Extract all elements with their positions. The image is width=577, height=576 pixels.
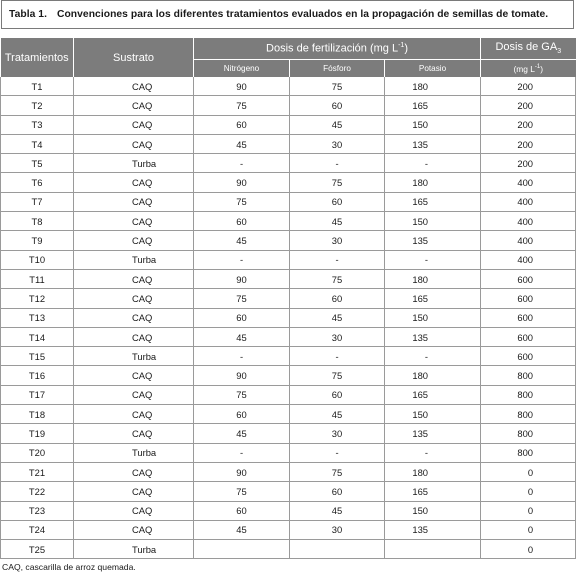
cell-nitrogeno: 45	[194, 520, 290, 539]
cell-potasio: -	[385, 250, 481, 269]
cell-nitrogeno: 75	[194, 385, 290, 404]
cell-sustrato: CAQ	[74, 424, 194, 443]
cell-nitrogeno: 45	[194, 424, 290, 443]
cell-tratamiento: T20	[1, 443, 74, 462]
table-row	[1, 482, 576, 501]
table-row	[1, 462, 576, 481]
cell-tratamiento: T4	[1, 134, 74, 153]
table-row	[1, 327, 576, 346]
cell-potasio: 150	[385, 115, 481, 134]
table-row	[1, 115, 576, 134]
table-caption-box	[1, 0, 574, 29]
header-fosforo: Fósforo	[290, 60, 385, 78]
cell-potasio: 165	[385, 192, 481, 211]
treatments-table	[0, 38, 576, 559]
cell-sustrato: Turba	[74, 443, 194, 462]
cell-dosis-ga: 800	[481, 405, 576, 424]
cell-sustrato: CAQ	[74, 269, 194, 288]
cell-dosis-ga: 200	[481, 77, 576, 96]
table-row	[1, 96, 576, 115]
cell-tratamiento: T1	[1, 77, 74, 96]
table-row	[1, 443, 576, 462]
cell-tratamiento: T12	[1, 289, 74, 308]
cell-dosis-ga: 400	[481, 212, 576, 231]
cell-dosis-ga: 200	[481, 96, 576, 115]
header-sustrato: Sustrato	[74, 38, 194, 77]
cell-tratamiento: T6	[1, 173, 74, 192]
table-number: Tabla 1.	[9, 9, 47, 20]
cell-potasio: 180	[385, 173, 481, 192]
cell-nitrogeno: -	[194, 154, 290, 173]
cell-dosis-ga: 400	[481, 173, 576, 192]
cell-potasio: 135	[385, 424, 481, 443]
cell-nitrogeno: -	[194, 250, 290, 269]
cell-fosforo: 75	[290, 77, 385, 96]
cell-dosis-ga: 400	[481, 231, 576, 250]
header-dosis-ga-sub: 3	[557, 48, 562, 56]
table-header	[1, 38, 576, 77]
header-dosis-fert-text: Dosis de fertilización (mg L	[266, 42, 399, 55]
header-ga-units-text: (mg L	[513, 63, 535, 74]
cell-potasio: 150	[385, 405, 481, 424]
table-row	[1, 77, 576, 96]
cell-nitrogeno: 60	[194, 405, 290, 424]
cell-fosforo: 30	[290, 134, 385, 153]
cell-sustrato: Turba	[74, 154, 194, 173]
cell-fosforo: 45	[290, 308, 385, 327]
cell-tratamiento: T21	[1, 462, 74, 481]
table-row	[1, 308, 576, 327]
cell-sustrato: Turba	[74, 250, 194, 269]
cell-nitrogeno: 60	[194, 115, 290, 134]
cell-potasio: 165	[385, 96, 481, 115]
cell-fosforo: 30	[290, 231, 385, 250]
cell-dosis-ga: 200	[481, 115, 576, 134]
cell-potasio: 180	[385, 77, 481, 96]
cell-tratamiento: T9	[1, 231, 74, 250]
cell-tratamiento: T10	[1, 250, 74, 269]
cell-dosis-ga: 0	[481, 462, 576, 481]
cell-dosis-ga: 200	[481, 154, 576, 173]
table-body	[1, 77, 576, 559]
cell-potasio: 150	[385, 308, 481, 327]
cell-potasio: 150	[385, 501, 481, 520]
cell-potasio: 180	[385, 366, 481, 385]
cell-potasio: 180	[385, 462, 481, 481]
cell-tratamiento: T15	[1, 347, 74, 366]
table-row	[1, 405, 576, 424]
cell-dosis-ga: 0	[481, 540, 576, 559]
cell-dosis-ga: 400	[481, 250, 576, 269]
cell-potasio: -	[385, 347, 481, 366]
cell-fosforo: 45	[290, 501, 385, 520]
cell-nitrogeno: 60	[194, 501, 290, 520]
cell-nitrogeno: 75	[194, 482, 290, 501]
cell-sustrato: CAQ	[74, 289, 194, 308]
cell-dosis-ga: 800	[481, 424, 576, 443]
cell-fosforo: 60	[290, 96, 385, 115]
cell-fosforo: 45	[290, 405, 385, 424]
table-row	[1, 385, 576, 404]
cell-potasio: 135	[385, 520, 481, 539]
cell-fosforo: 60	[290, 385, 385, 404]
table-caption	[9, 9, 548, 20]
table-row	[1, 269, 576, 288]
cell-potasio: 135	[385, 231, 481, 250]
cell-fosforo: 75	[290, 269, 385, 288]
cell-sustrato: CAQ	[74, 482, 194, 501]
cell-sustrato: CAQ	[74, 462, 194, 481]
cell-sustrato: CAQ	[74, 366, 194, 385]
cell-fosforo: 45	[290, 115, 385, 134]
cell-sustrato: CAQ	[74, 115, 194, 134]
table-row	[1, 501, 576, 520]
cell-tratamiento: T3	[1, 115, 74, 134]
cell-tratamiento: T18	[1, 405, 74, 424]
cell-potasio: -	[385, 443, 481, 462]
table-row	[1, 289, 576, 308]
cell-nitrogeno: 60	[194, 212, 290, 231]
cell-sustrato: CAQ	[74, 96, 194, 115]
table-row	[1, 424, 576, 443]
cell-sustrato: CAQ	[74, 134, 194, 153]
cell-fosforo: 60	[290, 289, 385, 308]
cell-fosforo: 30	[290, 327, 385, 346]
cell-tratamiento: T5	[1, 154, 74, 173]
table-row	[1, 250, 576, 269]
cell-nitrogeno: 45	[194, 231, 290, 250]
cell-sustrato: CAQ	[74, 212, 194, 231]
cell-dosis-ga: 0	[481, 482, 576, 501]
header-dosis-ga	[481, 38, 576, 60]
cell-sustrato: CAQ	[74, 231, 194, 250]
cell-dosis-ga: 600	[481, 327, 576, 346]
cell-dosis-ga: 600	[481, 308, 576, 327]
cell-tratamiento: T7	[1, 192, 74, 211]
cell-fosforo: 30	[290, 520, 385, 539]
header-ga-units	[481, 60, 576, 78]
cell-nitrogeno	[194, 540, 290, 559]
cell-dosis-ga: 600	[481, 289, 576, 308]
cell-tratamiento: T22	[1, 482, 74, 501]
header-potasio: Potasio	[385, 60, 481, 78]
cell-fosforo: 60	[290, 482, 385, 501]
cell-dosis-ga: 600	[481, 269, 576, 288]
cell-nitrogeno: 45	[194, 134, 290, 153]
cell-nitrogeno: 90	[194, 269, 290, 288]
cell-potasio	[385, 540, 481, 559]
cell-tratamiento: T11	[1, 269, 74, 288]
cell-fosforo: 75	[290, 173, 385, 192]
table-row	[1, 540, 576, 559]
table-row	[1, 366, 576, 385]
cell-sustrato: CAQ	[74, 327, 194, 346]
cell-nitrogeno: 90	[194, 366, 290, 385]
table-row	[1, 173, 576, 192]
cell-dosis-ga: 800	[481, 443, 576, 462]
cell-tratamiento: T13	[1, 308, 74, 327]
cell-sustrato: CAQ	[74, 173, 194, 192]
cell-sustrato: CAQ	[74, 385, 194, 404]
cell-sustrato: Turba	[74, 347, 194, 366]
table-title: Convenciones para los diferentes tratamientos evaluados en la propagación de semillas de tomate.	[56, 9, 549, 20]
cell-fosforo: 60	[290, 192, 385, 211]
table-row	[1, 520, 576, 539]
cell-fosforo: -	[290, 443, 385, 462]
cell-dosis-ga: 800	[481, 366, 576, 385]
cell-fosforo: 75	[290, 366, 385, 385]
header-ga-units-close: )	[540, 63, 544, 74]
cell-dosis-ga: 0	[481, 520, 576, 539]
cell-potasio: 165	[385, 289, 481, 308]
cell-tratamiento: T8	[1, 212, 74, 231]
cell-fosforo: 75	[290, 462, 385, 481]
cell-sustrato: CAQ	[74, 192, 194, 211]
cell-fosforo: -	[290, 250, 385, 269]
cell-nitrogeno: 75	[194, 289, 290, 308]
table-footnote: CAQ, cascarilla de arroz quemada.	[2, 562, 136, 572]
cell-dosis-ga: 200	[481, 134, 576, 153]
cell-fosforo: -	[290, 347, 385, 366]
cell-nitrogeno: -	[194, 443, 290, 462]
cell-potasio: -	[385, 154, 481, 173]
cell-potasio: 135	[385, 134, 481, 153]
table-row	[1, 154, 576, 173]
cell-sustrato: CAQ	[74, 308, 194, 327]
table-row	[1, 192, 576, 211]
cell-nitrogeno: -	[194, 347, 290, 366]
cell-fosforo	[290, 540, 385, 559]
header-dosis-fert-close: )	[404, 42, 408, 55]
cell-nitrogeno: 90	[194, 77, 290, 96]
cell-tratamiento: T14	[1, 327, 74, 346]
table-row	[1, 212, 576, 231]
cell-sustrato: CAQ	[74, 405, 194, 424]
cell-dosis-ga: 400	[481, 192, 576, 211]
header-dosis-ga-text: Dosis de GA	[495, 41, 558, 54]
cell-fosforo: 45	[290, 212, 385, 231]
table-row	[1, 134, 576, 153]
header-nitrogeno: Nitrógeno	[194, 60, 290, 78]
cell-nitrogeno: 90	[194, 462, 290, 481]
header-dosis-fert-sup: -1	[398, 42, 405, 50]
cell-nitrogeno: 45	[194, 327, 290, 346]
cell-dosis-ga: 0	[481, 501, 576, 520]
cell-sustrato: CAQ	[74, 520, 194, 539]
cell-tratamiento: T23	[1, 501, 74, 520]
cell-fosforo: 30	[290, 424, 385, 443]
cell-nitrogeno: 75	[194, 192, 290, 211]
cell-tratamiento: T16	[1, 366, 74, 385]
cell-tratamiento: T19	[1, 424, 74, 443]
cell-dosis-ga: 600	[481, 347, 576, 366]
cell-tratamiento: T17	[1, 385, 74, 404]
cell-tratamiento: T25	[1, 540, 74, 559]
cell-potasio: 180	[385, 269, 481, 288]
cell-potasio: 150	[385, 212, 481, 231]
cell-sustrato: CAQ	[74, 77, 194, 96]
table-row	[1, 231, 576, 250]
cell-potasio: 135	[385, 327, 481, 346]
cell-tratamiento: T2	[1, 96, 74, 115]
cell-tratamiento: T24	[1, 520, 74, 539]
cell-sustrato: CAQ	[74, 501, 194, 520]
cell-sustrato: Turba	[74, 540, 194, 559]
cell-potasio: 165	[385, 482, 481, 501]
cell-nitrogeno: 75	[194, 96, 290, 115]
header-tratamientos: Tratamientos	[1, 38, 74, 77]
cell-potasio: 165	[385, 385, 481, 404]
cell-fosforo: -	[290, 154, 385, 173]
cell-dosis-ga: 800	[481, 385, 576, 404]
header-ga-units-sup: -1	[534, 63, 541, 70]
table-row	[1, 347, 576, 366]
cell-nitrogeno: 60	[194, 308, 290, 327]
header-dosis-fertilizacion	[194, 38, 481, 60]
cell-nitrogeno: 90	[194, 173, 290, 192]
